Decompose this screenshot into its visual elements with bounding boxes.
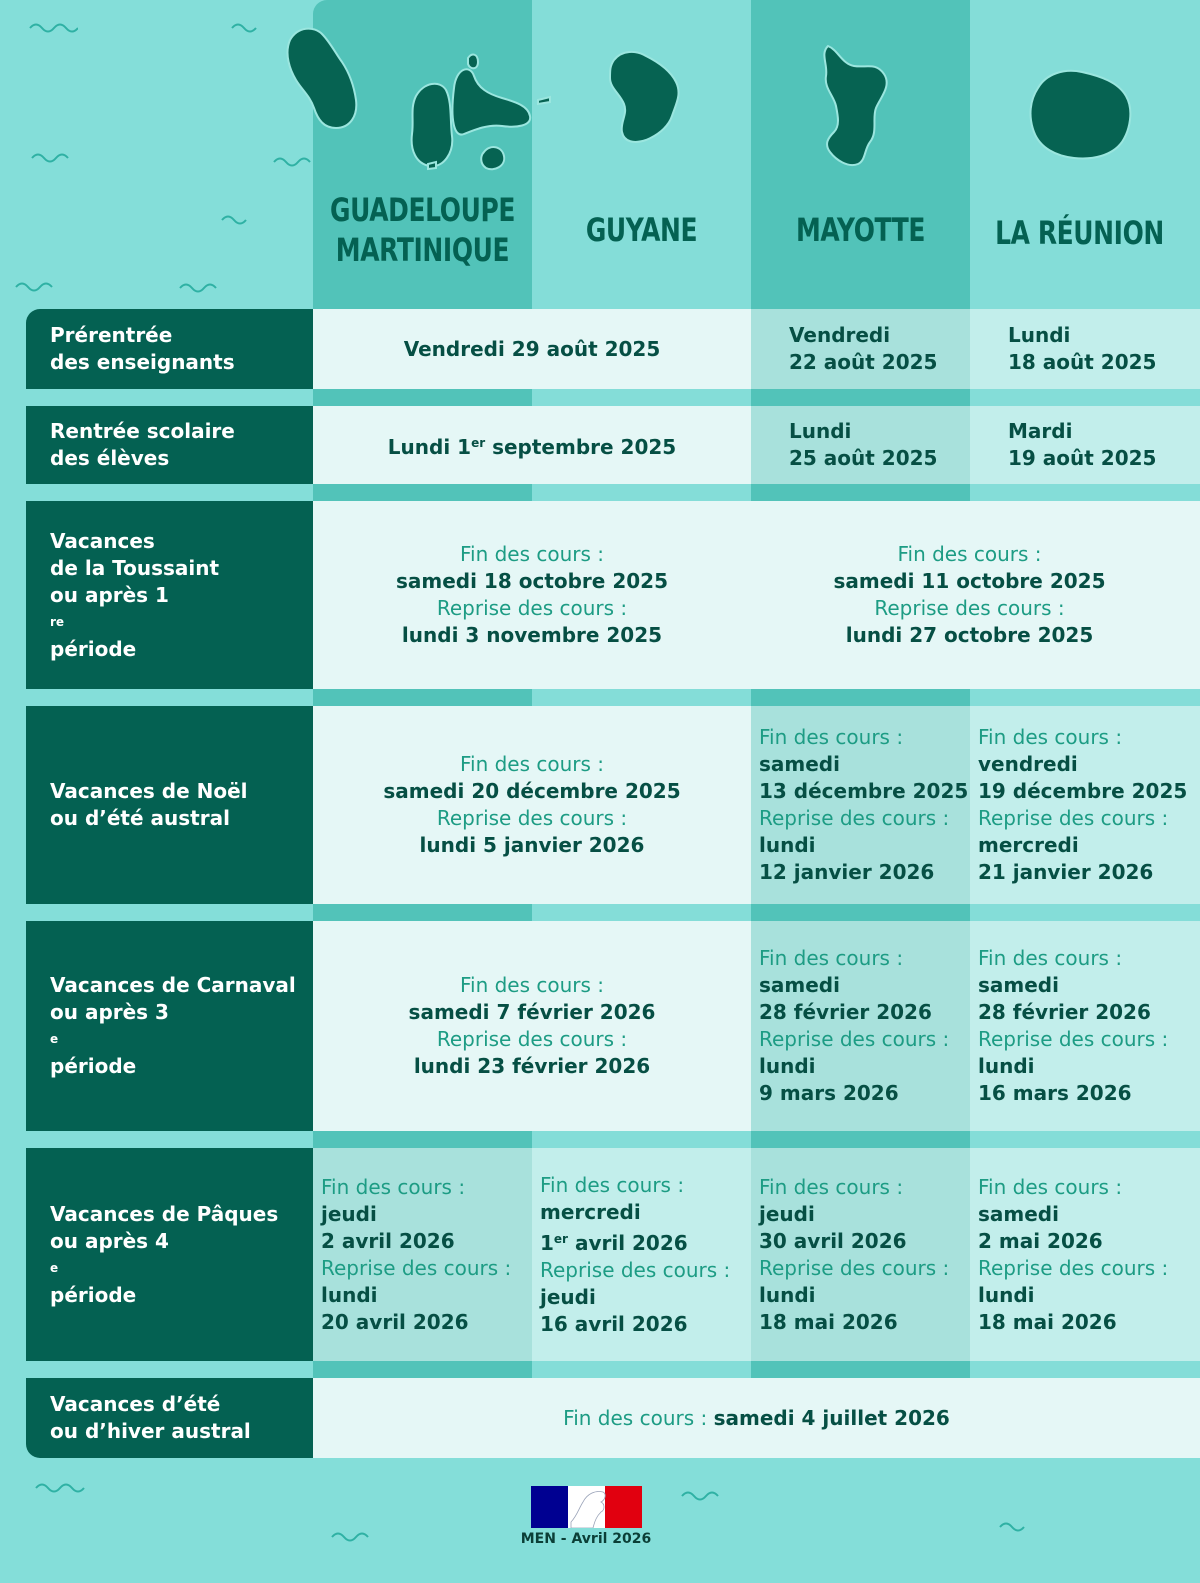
date-value: lundi 3 novembre 2025 — [401, 623, 663, 647]
fin-label: Fin des cours : — [759, 946, 904, 970]
cell-prerentree-reunion — [970, 309, 1200, 389]
row-label-paques — [26, 1148, 313, 1361]
row-label-line: Vacances de Pâques — [50, 1201, 279, 1226]
row-label-line: Rentrée scolaire — [50, 419, 235, 443]
date-value: lundi — [759, 833, 816, 857]
separator — [313, 484, 532, 501]
row-label-prerentree — [26, 309, 313, 389]
wave-decoration — [178, 278, 220, 294]
row-label-line: ou d’été austral — [50, 806, 230, 830]
separator — [970, 689, 1200, 706]
reprise-label: Reprise des cours : — [978, 1255, 1169, 1280]
region-name: MAYOTTE — [795, 211, 926, 249]
date-text: Lundi 1 — [387, 434, 472, 459]
row-label-toussaint — [26, 501, 313, 689]
date-value: lundi — [978, 1282, 1035, 1307]
wave-decoration — [220, 210, 254, 226]
date-value: 2 avril 2026 — [321, 1228, 455, 1253]
superscript: e — [50, 1260, 59, 1275]
separator — [313, 1131, 532, 1148]
region-name: GUADELOUPE — [329, 191, 516, 229]
wave-decoration — [30, 148, 80, 164]
wave-decoration — [230, 18, 260, 34]
fin-label: Fin des cours : — [459, 973, 605, 997]
row-label-line: des enseignants — [50, 350, 235, 374]
row-label-line — [50, 1228, 278, 1309]
cell-rentree-mayotte — [751, 406, 970, 484]
label-text: période — [50, 1282, 137, 1307]
cell-carnaval-reunion — [970, 921, 1200, 1131]
date-value: lundi 23 février 2026 — [413, 1054, 651, 1078]
date-value: jeudi — [321, 1201, 377, 1226]
cell-rentree-guadeloupe-guyane — [313, 406, 751, 484]
wave-decoration — [34, 1478, 94, 1494]
row-label-rentree — [26, 406, 313, 484]
guadeloupe-martinique-map-icon — [284, 24, 554, 184]
label-text: ou après 4 — [50, 1228, 169, 1253]
separator — [532, 389, 751, 406]
date-value: 30 avril 2026 — [759, 1228, 907, 1253]
wave-decoration — [998, 1517, 1032, 1533]
fin-label: Fin des cours : — [978, 1174, 1123, 1199]
cell-paques-reunion — [970, 1148, 1200, 1361]
date-value: lundi — [978, 1054, 1035, 1078]
separator — [532, 1361, 751, 1378]
superscript: re — [50, 614, 65, 629]
date-value: 19 août 2025 — [1008, 446, 1157, 470]
row-label-line — [50, 999, 296, 1080]
cell-carnaval-mayotte — [751, 921, 970, 1131]
date-value: 16 mars 2026 — [978, 1081, 1132, 1105]
row-label-line: Vacances de Carnaval — [50, 973, 296, 997]
date-value: jeudi — [759, 1201, 815, 1226]
column-heading-guyane — [556, 185, 727, 275]
region-name: GUYANE — [585, 211, 698, 249]
separator — [313, 904, 532, 921]
date-value: Vendredi — [789, 323, 891, 347]
fin-label: Fin des cours : — [897, 542, 1042, 566]
superscript: er — [471, 435, 486, 450]
separator — [970, 1361, 1200, 1378]
cell-toussaint-mayotte-reunion — [751, 501, 1200, 689]
date-value: samedi 7 février 2026 — [408, 1000, 656, 1024]
mayotte-map-icon — [818, 42, 898, 172]
region-name: MARTINIQUE — [335, 231, 510, 269]
date-value: Lundi — [789, 419, 852, 443]
fin-label: Fin des cours : — [321, 1174, 466, 1199]
date-value: 21 janvier 2026 — [978, 860, 1154, 884]
date-value: samedi — [759, 973, 840, 997]
date-value: jeudi — [540, 1284, 596, 1309]
label-text: ou après 1 — [50, 582, 169, 607]
separator — [751, 904, 970, 921]
separator — [970, 484, 1200, 501]
wave-decoration — [330, 1527, 380, 1543]
superscript: e — [50, 1032, 59, 1046]
date-value: 18 août 2025 — [1008, 350, 1157, 374]
ete-line — [563, 1405, 950, 1432]
date-value: 16 avril 2026 — [540, 1311, 688, 1336]
date-value: mercredi — [978, 833, 1079, 857]
cell-toussaint-guadeloupe-guyane — [313, 501, 751, 689]
reprise-label: Reprise des cours : — [759, 806, 950, 830]
cell-paques-guadeloupe-martinique — [313, 1148, 532, 1361]
date-value — [388, 430, 676, 461]
fin-label: Fin des cours : — [978, 725, 1123, 749]
label-text: ou après 3 — [50, 1000, 169, 1024]
date-value: 19 décembre 2025 — [978, 779, 1188, 803]
wave-decoration — [680, 1486, 720, 1502]
separator — [751, 1131, 970, 1148]
separator — [532, 1131, 751, 1148]
date-value: 12 janvier 2026 — [759, 860, 935, 884]
date-value: lundi — [759, 1282, 816, 1307]
separator — [313, 389, 532, 406]
republique-francaise-logo — [531, 1486, 642, 1528]
label-text: période — [50, 636, 137, 661]
date-value: Lundi — [1008, 323, 1071, 347]
reprise-label: Reprise des cours : — [759, 1027, 950, 1051]
row-label-ete — [26, 1378, 313, 1458]
fin-label: Fin des cours : — [759, 725, 904, 749]
cell-prerentree-guadeloupe-guyane — [313, 309, 751, 389]
cell-noel-guadeloupe-guyane — [313, 706, 751, 904]
row-label-line: Vacances de Noël — [50, 779, 248, 803]
row-label-line: Vacances d’été — [50, 1392, 221, 1416]
reprise-label: Reprise des cours : — [978, 1027, 1169, 1051]
wave-decoration — [28, 18, 78, 34]
fin-label: Fin des cours : — [459, 752, 605, 776]
reprise-label: Reprise des cours : — [874, 596, 1065, 620]
reprise-label: Reprise des cours : — [321, 1255, 512, 1280]
cell-prerentree-mayotte — [751, 309, 970, 389]
date-value: Mardi — [1008, 419, 1073, 443]
date-value: samedi 18 octobre 2025 — [395, 569, 668, 593]
superscript: er — [553, 1231, 568, 1246]
date-value: samedi 4 juillet 2026 — [713, 1405, 950, 1430]
row-label-line: de la Toussaint — [50, 555, 220, 580]
separator — [313, 1361, 532, 1378]
la-reunion-map-icon — [1026, 64, 1136, 164]
date-value: 22 août 2025 — [789, 350, 938, 374]
row-label-line: Vacances — [50, 528, 155, 553]
wave-decoration — [14, 277, 64, 293]
date-value: 25 août 2025 — [789, 446, 938, 470]
fin-label: Fin des cours : — [563, 1405, 708, 1430]
fin-label: Fin des cours : — [978, 946, 1123, 970]
reprise-label: Reprise des cours : — [759, 1255, 950, 1280]
separator — [970, 1131, 1200, 1148]
cell-paques-guyane — [532, 1148, 751, 1361]
row-label-line: Prérentrée — [50, 323, 173, 347]
date-value: 28 février 2026 — [759, 1000, 932, 1024]
cell-noel-mayotte — [751, 706, 970, 904]
date-value: lundi 27 octobre 2025 — [845, 623, 1094, 647]
separator — [313, 689, 532, 706]
date-value: vendredi — [978, 752, 1078, 776]
separator — [751, 689, 970, 706]
separator — [532, 689, 751, 706]
reprise-label: Reprise des cours : — [978, 806, 1169, 830]
date-value: mercredi — [540, 1199, 641, 1224]
date-value: 28 février 2026 — [978, 1000, 1151, 1024]
date-value: 20 avril 2026 — [321, 1309, 469, 1334]
separator — [532, 904, 751, 921]
date-text: septembre 2025 — [485, 434, 677, 459]
reprise-label: Reprise des cours : — [436, 1027, 628, 1051]
date-value: 2 mai 2026 — [978, 1228, 1103, 1253]
date-text: 1 — [540, 1230, 554, 1255]
date-value: 18 mai 2026 — [759, 1309, 898, 1334]
cell-paques-mayotte — [751, 1148, 970, 1361]
reprise-label: Reprise des cours : — [436, 806, 628, 830]
date-value: samedi — [759, 752, 840, 776]
date-value: lundi — [759, 1054, 816, 1078]
date-value: samedi — [978, 1201, 1059, 1226]
separator — [751, 1361, 970, 1378]
row-label-line — [50, 582, 219, 663]
row-label-line: ou d’hiver austral — [50, 1419, 251, 1443]
separator — [970, 904, 1200, 921]
cell-rentree-reunion — [970, 406, 1200, 484]
date-text: avril 2026 — [567, 1230, 688, 1255]
column-heading-guadeloupe-martinique — [329, 185, 516, 275]
cell-ete-all — [313, 1378, 1200, 1458]
date-value: lundi — [321, 1282, 378, 1307]
date-value: 13 décembre 2025 — [759, 779, 969, 803]
reprise-label: Reprise des cours : — [436, 596, 628, 620]
date-value — [540, 1226, 688, 1257]
date-value: Vendredi 29 août 2025 — [403, 336, 661, 361]
label-text: période — [50, 1054, 137, 1078]
footer-credit: MEN - Avril 2026 — [520, 1531, 652, 1547]
date-value: samedi 20 décembre 2025 — [383, 779, 681, 803]
separator — [970, 389, 1200, 406]
row-label-noel — [26, 706, 313, 904]
region-name: LA RÉUNION — [995, 213, 1164, 252]
date-value: samedi 11 octobre 2025 — [833, 569, 1106, 593]
separator — [751, 484, 970, 501]
reprise-label: Reprise des cours : — [540, 1257, 731, 1282]
fin-label: Fin des cours : — [540, 1172, 685, 1197]
cell-carnaval-guadeloupe-guyane — [313, 921, 751, 1131]
date-value: samedi — [978, 973, 1059, 997]
guyane-map-icon — [606, 48, 686, 148]
fin-label: Fin des cours : — [459, 542, 605, 566]
separator — [532, 484, 751, 501]
date-value: lundi 5 janvier 2026 — [419, 833, 645, 857]
column-heading-mayotte — [775, 185, 946, 275]
column-heading-la-reunion — [994, 185, 1165, 280]
fin-label: Fin des cours : — [759, 1174, 904, 1199]
cell-noel-reunion — [970, 706, 1200, 904]
date-value: 18 mai 2026 — [978, 1309, 1117, 1334]
date-value: 9 mars 2026 — [759, 1081, 899, 1105]
row-label-line: des élèves — [50, 446, 170, 470]
separator — [751, 389, 970, 406]
row-label-carnaval — [26, 921, 313, 1131]
